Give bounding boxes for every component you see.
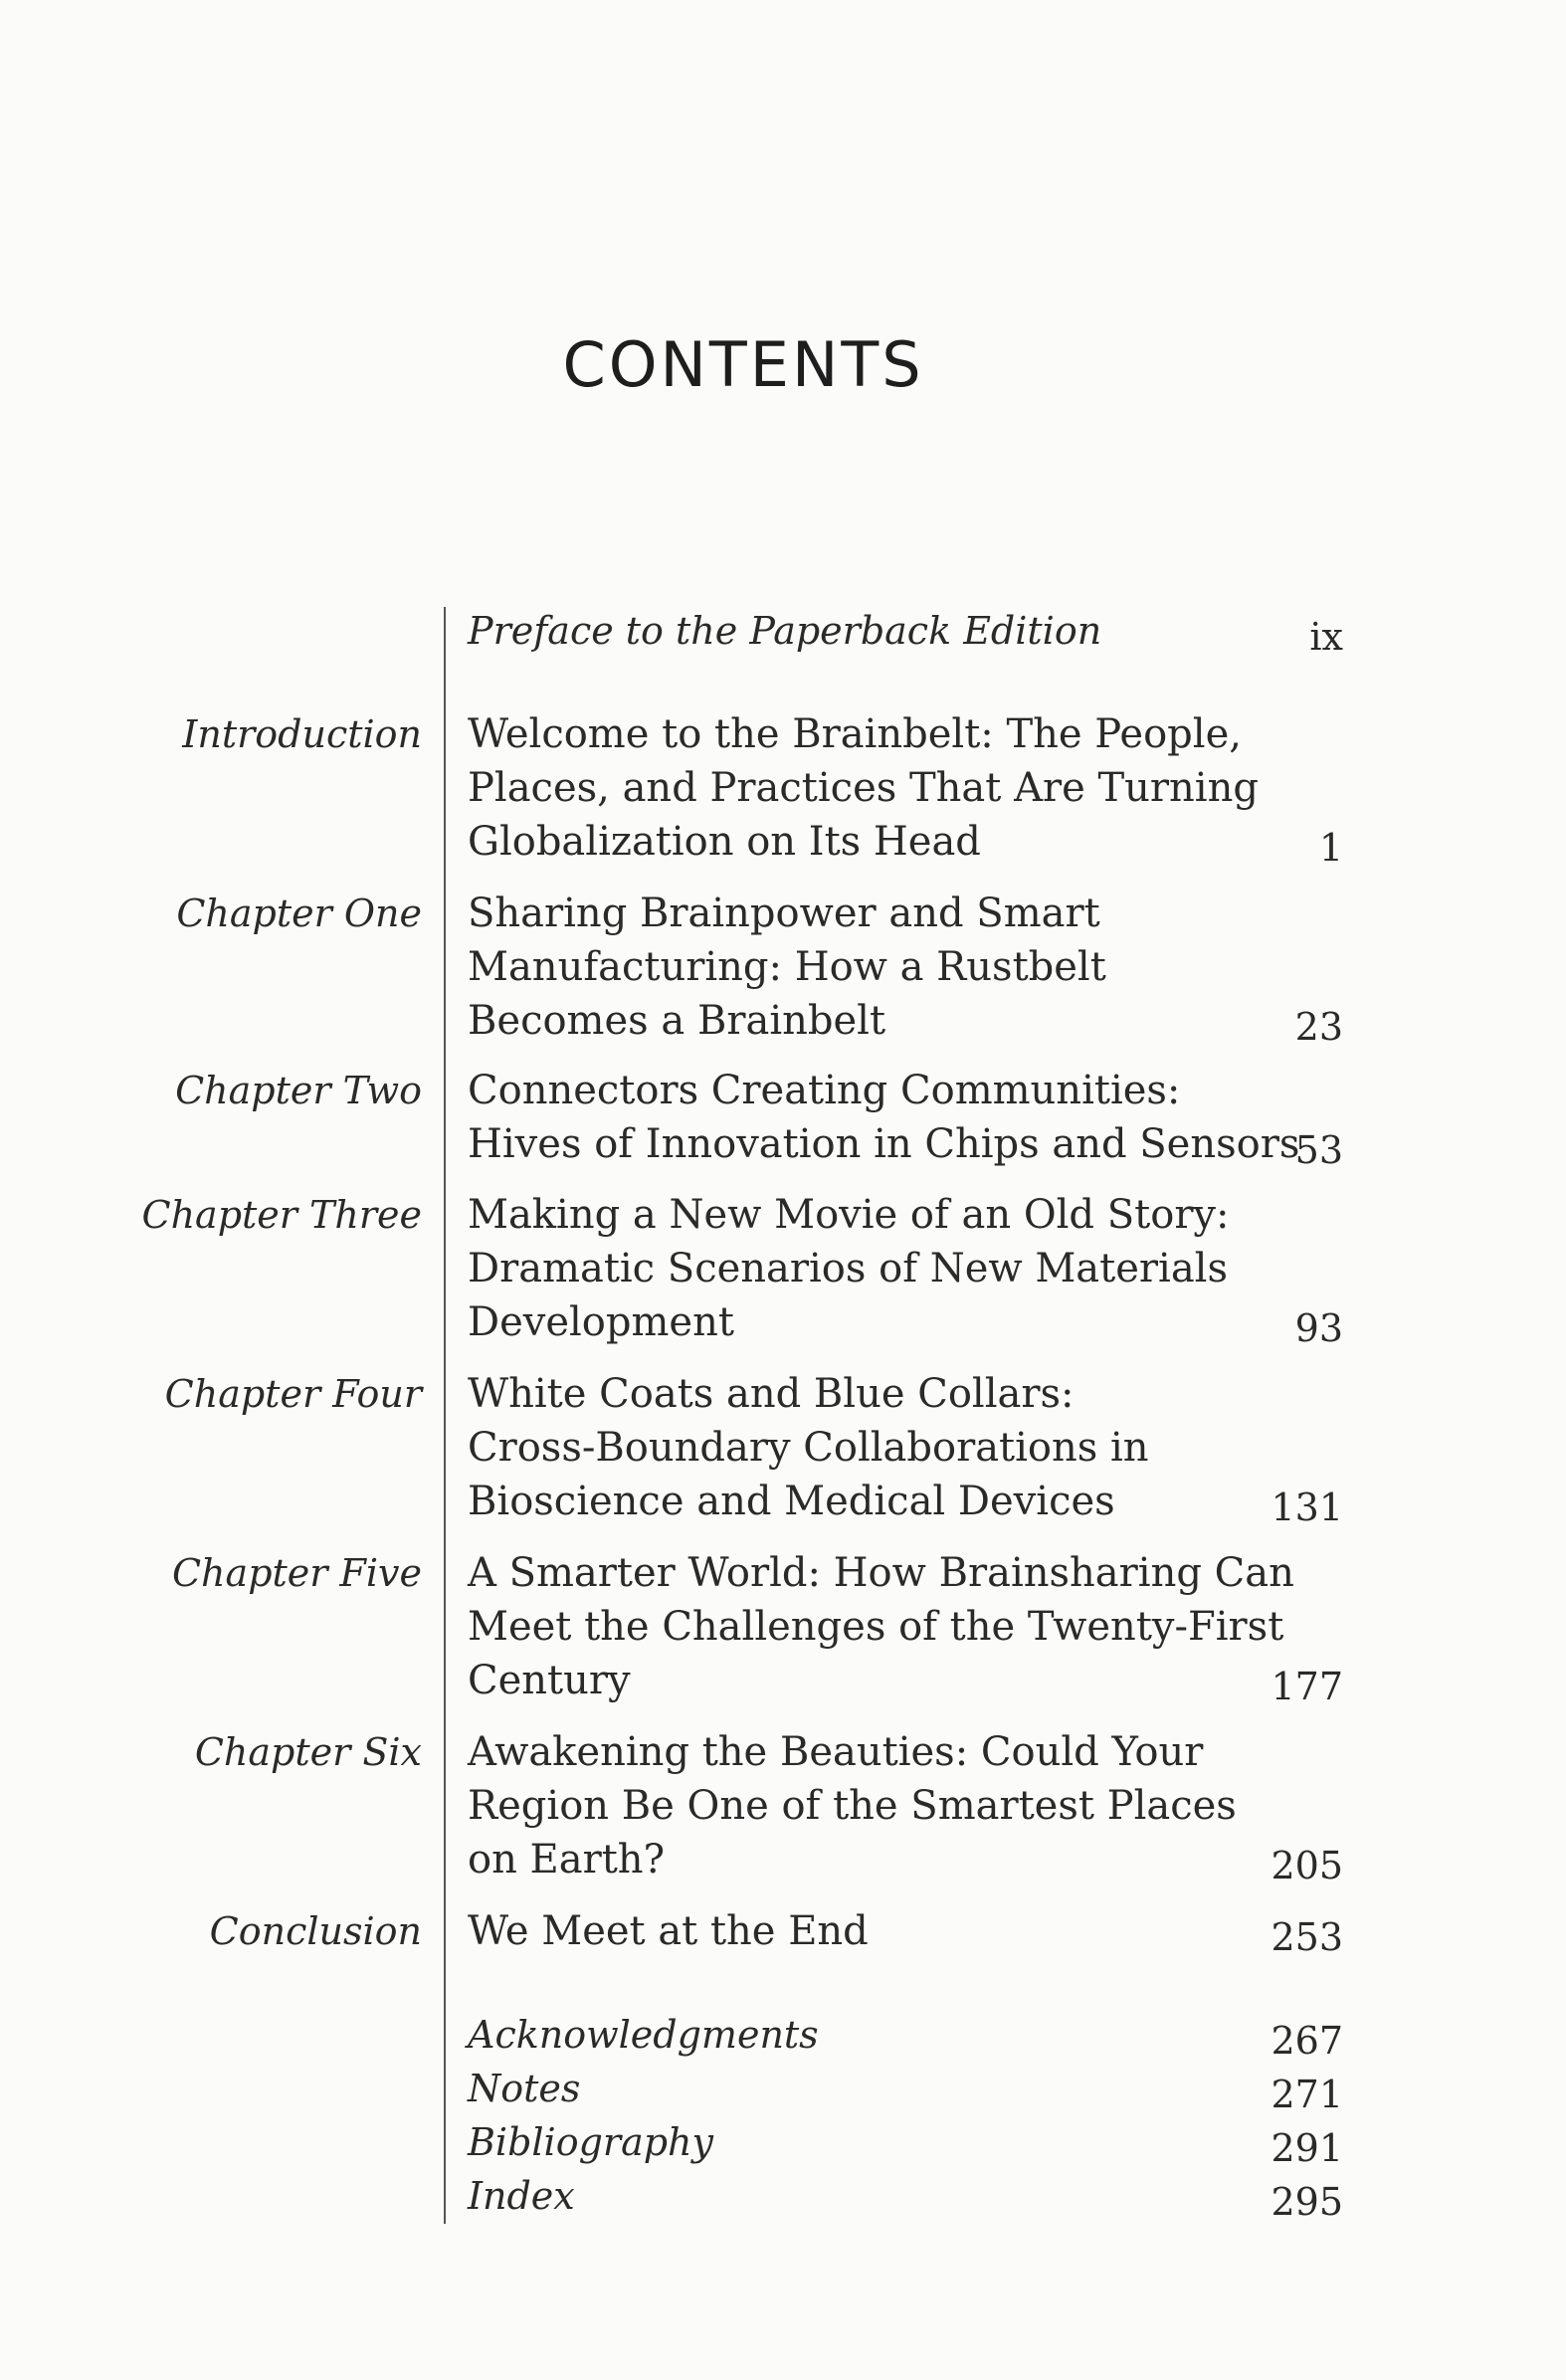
entry-title [468, 1188, 1230, 1349]
chapter-label: Chapter One [176, 892, 422, 935]
title-line: Places, and Practices That Are Turning [468, 765, 1259, 811]
entry-title [468, 1064, 1299, 1171]
title-line: Awakening the Beauties: Could Your [468, 1729, 1204, 1775]
chapter-label: Conclusion [209, 1909, 422, 1953]
title-line: Making a New Movie of an Old Story: [468, 1192, 1230, 1238]
page-number: 131 [1271, 1486, 1343, 1529]
title-line: Region Be One of the Smartest Places [468, 1783, 1237, 1829]
title-line: White Coats and Blue Collars: [468, 1371, 1075, 1417]
entry-title [468, 1546, 1294, 1707]
title-line: Becomes a Brainbelt [468, 998, 886, 1044]
title-line: on Earth? [468, 1837, 666, 1883]
divider-rule [444, 607, 446, 2224]
chapter-label: Chapter Five [171, 1551, 422, 1595]
chapter-label: Chapter Six [194, 1730, 422, 1774]
title-line: Sharing Brainpower and Smart [468, 891, 1100, 936]
title-line: Development [468, 1299, 734, 1345]
chapter-label: Chapter Three [141, 1193, 422, 1237]
title-line: Century [468, 1658, 631, 1703]
page-number: 53 [1294, 1128, 1343, 1172]
page-number: 1 [1318, 826, 1343, 870]
entry-title [468, 2115, 713, 2169]
entry-title [468, 1725, 1237, 1886]
entry-title [468, 2008, 819, 2062]
title-line: We Meet at the End [468, 1908, 869, 1954]
page-number: 23 [1294, 1005, 1343, 1049]
title-line: Cross-Boundary Collaborations in [468, 1425, 1149, 1471]
entry-title [468, 1367, 1149, 1528]
entry-title [468, 887, 1106, 1048]
chapter-label: Chapter Two [175, 1069, 422, 1112]
title-line: Acknowledgments [468, 2013, 819, 2057]
page-number: ix [1309, 615, 1343, 659]
title-line: Dramatic Scenarios of New Materials [468, 1246, 1228, 1291]
chapter-label: Introduction [182, 712, 422, 756]
entry-title [468, 604, 1101, 658]
title-line: Meet the Challenges of the Twenty-First [468, 1604, 1284, 1650]
page-number: 291 [1271, 2126, 1343, 2170]
title-line: Manufacturing: How a Rustbelt [468, 944, 1106, 990]
title-line: Preface to the Paperback Edition [468, 609, 1102, 653]
title-line: Connectors Creating Communities: [468, 1068, 1181, 1113]
page-number: 177 [1271, 1665, 1343, 1708]
entry-title [468, 1904, 869, 1958]
title-line: Notes [468, 2067, 581, 2110]
title-line: A Smarter World: How Brainsharing Can [468, 1550, 1294, 1596]
page-number: 295 [1271, 2180, 1343, 2224]
title-line: Globalization on Its Head [468, 819, 981, 865]
entry-title [468, 707, 1259, 869]
page-number: 205 [1271, 1844, 1343, 1887]
title-line: Bioscience and Medical Devices [468, 1479, 1115, 1524]
page-number: 267 [1271, 2019, 1343, 2063]
title-line: Index [468, 2174, 575, 2218]
page-number: 253 [1271, 1915, 1343, 1959]
entry-title [468, 2062, 580, 2115]
title-line: Welcome to the Brainbelt: The People, [468, 711, 1242, 757]
title-line: Bibliography [468, 2120, 713, 2164]
chapter-label: Chapter Four [164, 1372, 422, 1416]
page-title: CONTENTS [562, 328, 924, 401]
page-number: 93 [1294, 1306, 1343, 1350]
entry-title [468, 2169, 575, 2223]
page-number: 271 [1271, 2073, 1343, 2116]
title-line: Hives of Innovation in Chips and Sensors [468, 1121, 1300, 1167]
